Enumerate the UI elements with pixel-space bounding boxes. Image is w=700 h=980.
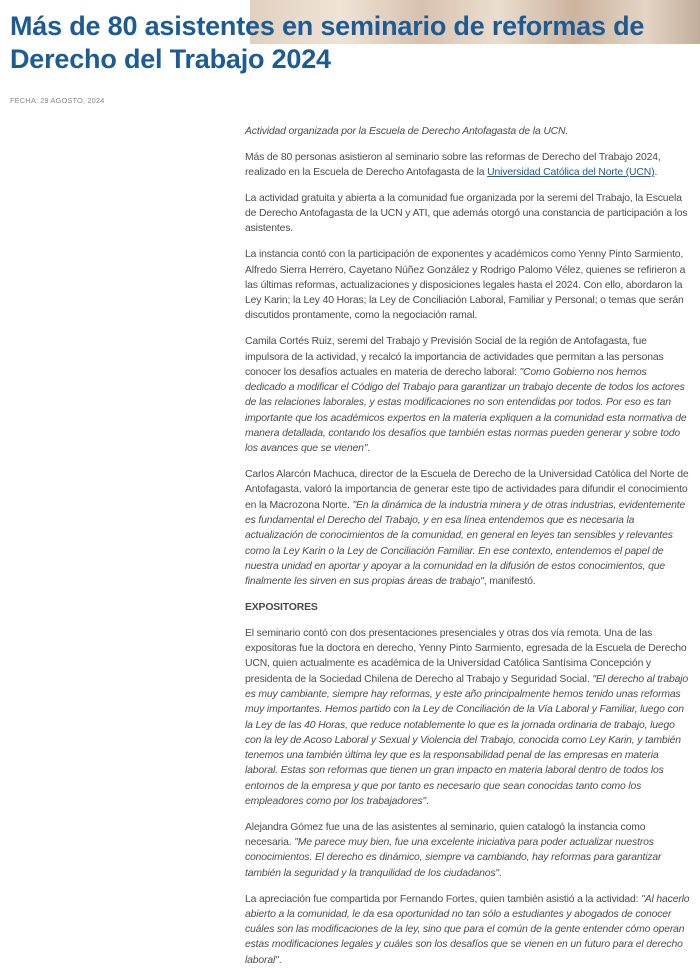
paragraph-7-quote: "Me parece muy bien, fue una excelente iniciativa para poder actualizar nuestros conocimientos. El derecho es dinámico, siempre va cambiando, hay reformas para garantizar también la seguridad y la tranquilidad de los ciudadanos" [245,837,662,879]
paragraph-4 [245,334,690,456]
paragraph-6-quote: "El derecho al trabajo es muy cambiante, siempre hay reformas, y este año principalmente hemos tenido unas reformas muy importantes. Hemos partido con la Ley de Conciliación de la Vía Laboral y Familiar, luego con la Ley de las 40 Horas, que reduce notablemente lo que es la jornada ordinaria de trabajo, luego con la ley de Acoso Laboral y Sexual y Violencia del Trabajo, conocida como Ley Karin, y también tenemos una también última ley que es la responsabilidad penal de las empresas en materia laboral. Estas son reformas que tienen un gran impacto en materia laboral dentro de todos los entornos de la empresa y que por tanto es necesario que sean conocidas tanto como los empleadores como por los trabajadores" [245,673,689,808]
date-label: FECHA: [10,96,39,105]
paragraph-4-quote: "Como Gobierno nos hemos dedicado a modificar el Código del Trabajo para garantizar un trabajo decente de todos los actores de las relaciones laborales, y estas modificaciones no son entendidas por todos. Por eso es tan importante que los académicos expertos en la materia expliquen a la comunidad esta normativa de manera detallada, contando los desafíos que también estas normas pueden generar y sobre todo los avances que se vienen" [245,366,687,455]
section-heading-expositores: EXPOSITORES [245,602,318,614]
paragraph-4-text: Camila Cortés Ruiz, seremi del Trabajo y Previsión Social de la región de Antofagasta, fue impulsora de la actividad, y recalcó la importancia de actividades que permitan a las personas conocer los desafíos actuales en materia de derecho laboral: [245,336,664,378]
paragraph-1-text: Más de 80 personas asistieron al seminario sobre las reformas de Derecho del Trabajo 2024, realizado en la Escuela de Derecho Antofagasta de la [245,151,661,179]
article-body [245,124,690,979]
article-date [10,96,104,105]
lead-text: Actividad organizada por la Escuela de Derecho Antofagasta de la UCN. [245,126,569,137]
paragraph-6-text: El seminario contó con dos presentaciones presenciales y otras dos vía remota. Una de las expositoras fue la doctora en derecho, Yenny Pinto Sarmiento, egresada de la Escuela de Derecho UCN, quien actualmente es académica de la Universidad Católica Santísima Concepción y presidenta de la Sociedad Chilena de Derecho al Trabajo y Seguridad Social. [245,627,687,685]
paragraph-5-quote: "En la dinámica de la industria minera y de otras industrias, evidentemente es fundamental el Derecho del Trabajo, y en esa línea entendemos que es necesaria la actualización de conocimientos de la comunidad, en general en leyes tan sensibles y relevantes como la Ley Karin o la Ley de Conciliación Familiar. En ese contexto, entendemos el papel de nuestra unidad en aportar y apoyar a la comunidad en la difusión de estos conocimientos, que finalmente les sirven en sus propias áreas de trabajo" [245,499,686,588]
paragraph-1 [245,150,690,181]
paragraph-5 [245,467,690,589]
paragraph-4-end: . [367,443,370,455]
paragraph-6-end: . [426,796,429,808]
article-title: Más de 80 asistentes en seminario de reformas de Derecho del Trabajo 2024 [10,11,645,74]
ucn-link[interactable]: Universidad Católica del Norte (UCN) [487,167,655,179]
paragraph-7-end: . [498,867,502,879]
paragraph-1-end: . [654,167,658,179]
paragraph-8-quote: "Al hacerlo abierto a la comunidad, le da esa oportunidad no tan sólo a estudiantes y abogados de conocer cuáles son las modificaciones de la ley, sino que para el común de la gente entender cómo operan estas modificaciones legales y cuáles son los desafíos que se vienen en un futuro para el derecho laboral" [245,893,690,966]
article-lead [245,124,690,139]
paragraph-8-text: La apreciación fue compartida por Fernando Fortes, quien también asistió a la actividad: [245,893,642,905]
paragraph-3: La instancia contó con la participación de exponentes y académicos como Yenny Pinto Sarmiento, Alfredo Sierra Herrero, Cayetano Núñez González y Rodrigo Palomo Vélez, quienes se refirieron a las últimas reformas, actualizaciones y disposiciones legales hasta el 2024. Con ello, abordaron la Ley Karin; la Ley 40 Horas; la Ley de Conciliación Laboral, Familiar y Personal; o temas que serán discutidos prontamente, como la negociación ramal. [245,249,686,322]
paragraph-6 [245,626,690,810]
date-value: 29 AGOSTO, 2024 [40,96,105,105]
paragraph-7-text: Alejandra Gómez fue una de las asistentes al seminario, quien catalogó la instancia como necesaria. [245,821,646,849]
paragraph-8 [245,892,690,968]
paragraph-5-end: , manifestó. [483,576,536,588]
paragraph-8-end: . [278,954,282,966]
paragraph-5-text: Carlos Alarcón Machuca, director de la Escuela de Derecho de la Universidad Católica del Norte de Antofagasta, valoró la importancia de generar este tipo de actividades para difundir el conocimiento en la Macrozona Norte. [245,469,689,511]
paragraph-2: La actividad gratuita y abierta a la comunidad fue organizada por la seremi del Trabajo, la Escuela de Derecho Antofagasta de la UCN y ATI, que además otorgó una constancia de participación a los asistentes. [245,192,688,235]
paragraph-7 [245,820,690,881]
